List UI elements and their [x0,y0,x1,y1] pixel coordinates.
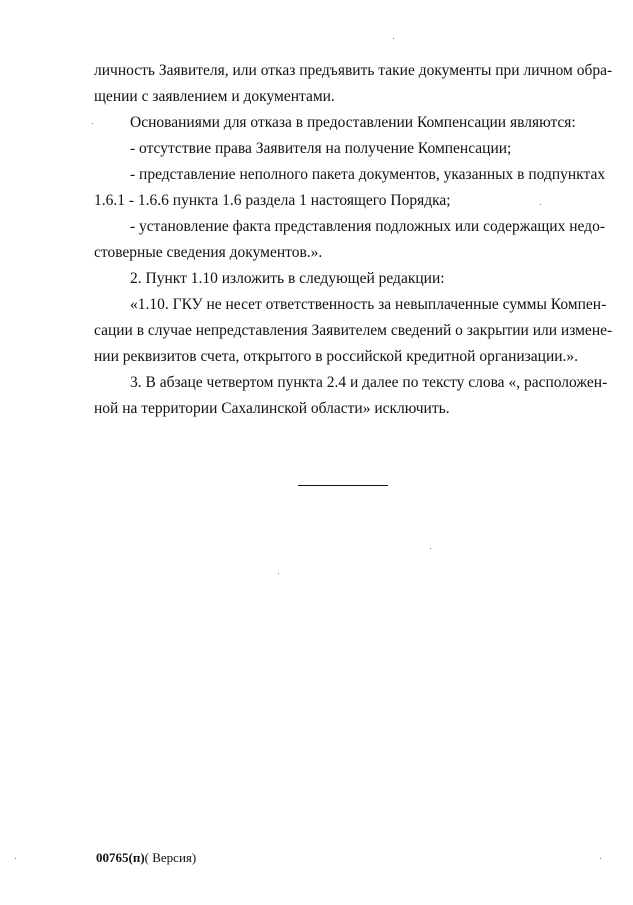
text-line: Основаниями для отказа в предоставлении Компенсации являются: [130,114,576,131]
document-code: 00765(п) [96,850,145,865]
scan-speck [540,204,541,205]
text-line: - установление факта представления подложных или содержащих недо- [130,218,605,235]
separator-line [298,485,388,486]
text-line: сации в случае непредставления Заявителем сведений о закрытии или измене- [94,322,613,339]
text-line: ной на территории Сахалинской области» исключить. [94,400,450,417]
text-line: щении с заявлением и документами. [94,88,335,105]
text-line: - представление неполного пакета документов, указанных в подпунктах [130,166,606,183]
text-line: личность Заявителя, или отказ предъявить такие документы при личном обра- [94,62,613,79]
text-line: нии реквизитов счета, открытого в российской кредитной организации.». [94,348,579,365]
text-line: 3. В абзаце четвертом пункта 2.4 и далее по тексту слова «, расположен- [130,374,608,391]
scan-speck [430,548,431,549]
text-line: стоверные сведения документов.». [94,244,323,261]
footer [96,850,196,866]
scan-speck [278,573,279,574]
text-line: «1.10. ГКУ не несет ответственность за невыплаченные суммы Компен- [130,296,607,313]
text-line: - отсутствие права Заявителя на получение Компенсации; [130,140,512,157]
version-label: ( Версия) [144,850,197,865]
scan-speck [600,858,601,859]
scan-speck [15,858,16,859]
scan-speck [92,123,93,124]
text-line: 1.6.1 - 1.6.6 пункта 1.6 раздела 1 настоящего Порядка; [94,192,451,209]
scan-speck [393,38,394,39]
text-line: 2. Пункт 1.10 изложить в следующей редакции: [130,270,445,287]
